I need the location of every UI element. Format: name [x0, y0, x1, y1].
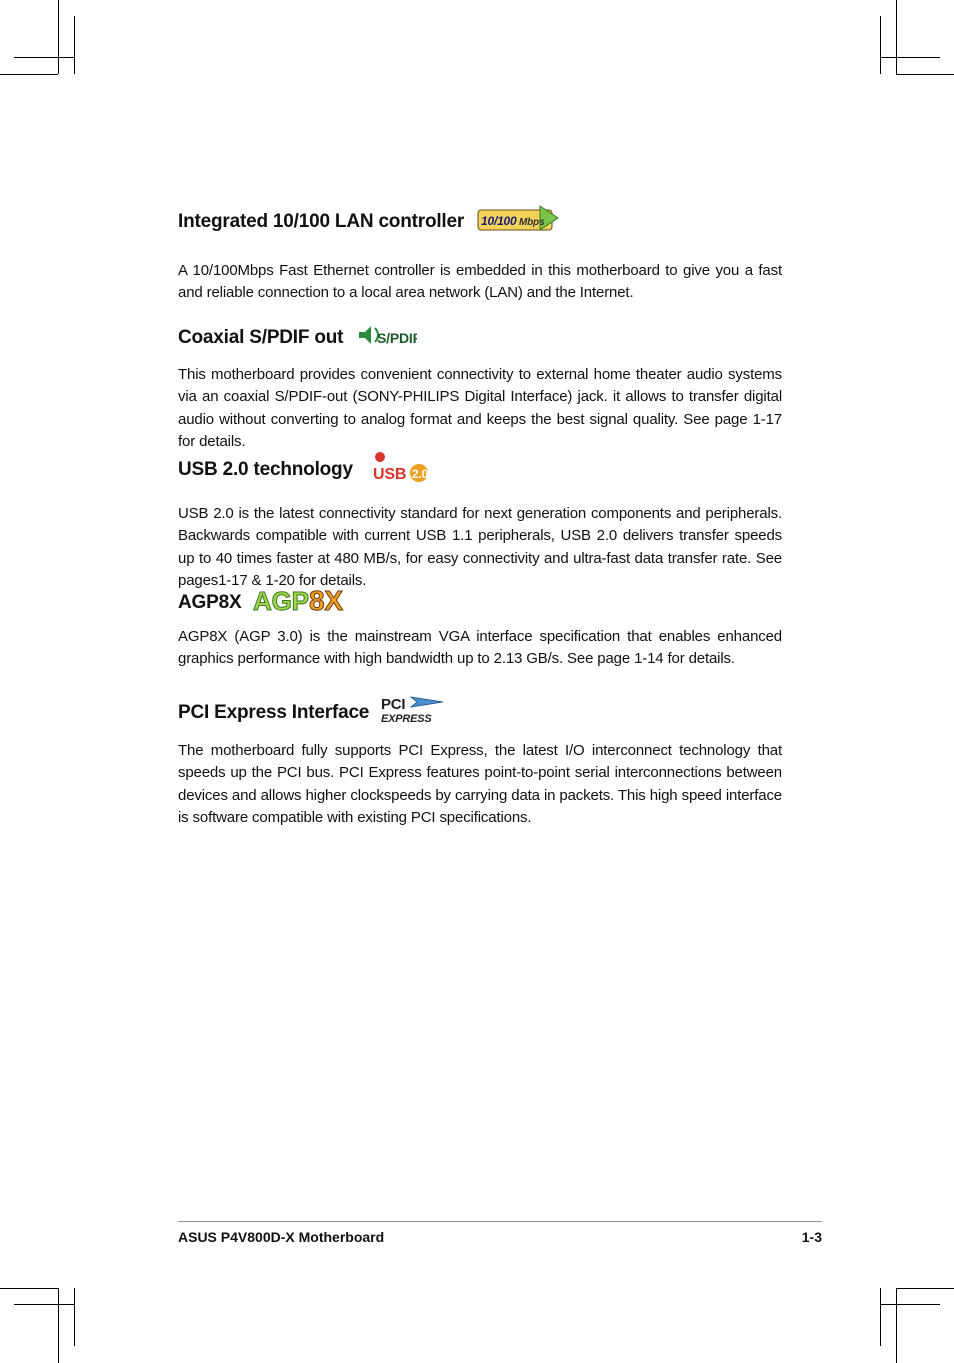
svg-text:USB: USB	[372, 466, 407, 483]
svg-text:10/100: 10/100	[481, 214, 517, 228]
heading-text: Integrated 10/100 LAN controller	[178, 211, 465, 232]
svg-text:PCI: PCI	[381, 696, 406, 713]
section-lan	[178, 204, 782, 305]
crop-mark	[0, 1288, 58, 1289]
crop-mark	[14, 57, 74, 58]
section-heading	[178, 694, 782, 732]
crop-mark	[896, 74, 954, 75]
section-heading	[178, 204, 782, 240]
crop-mark	[880, 1304, 940, 1305]
section-usb	[178, 449, 782, 593]
heading-text: AGP8X	[178, 592, 242, 613]
footer-rule	[178, 1221, 822, 1222]
section-heading	[178, 318, 782, 358]
section-body: This motherboard provides convenient connectivity to external home theater audio systems via an coaxial S/PDIF-out (SONY-PHILIPS Digital Interface) jack. it allows to transfer digital audio without converting to analog format and keeps the best signal quality. See page 1-17 for details.	[178, 366, 782, 451]
crop-mark	[896, 1288, 897, 1363]
svg-text:8X: 8X	[309, 585, 344, 616]
crop-mark	[0, 74, 58, 75]
svg-text:S/PDIF: S/PDIF	[377, 330, 418, 346]
crop-mark	[896, 0, 897, 74]
crop-mark	[880, 1288, 881, 1346]
svg-text:2.0: 2.0	[411, 467, 428, 481]
crop-mark	[880, 16, 881, 74]
section-body: USB 2.0 is the latest connectivity standard for next generation components and peripherals. Backwards compatible with current USB 1.1 peripherals, USB 2.0 delivers transfer speeds up to 40 times faster at 480 MB/s, for easy connectivity and ultra-fast data transfer rate. See pages1-17 & 1-20 for details.	[178, 505, 782, 590]
heading-text: Coaxial S/PDIF out	[178, 327, 344, 348]
section-heading	[178, 584, 782, 622]
crop-mark	[14, 1304, 74, 1305]
crop-mark	[74, 1288, 75, 1346]
usb-2-0-logo	[371, 449, 431, 491]
svg-text:EXPRESS: EXPRESS	[381, 713, 432, 725]
agp8x-logo	[253, 584, 357, 622]
section-body: AGP8X (AGP 3.0) is the mainstream VGA interface specification that enables enhanced graphics performance with high bandwidth up to 2.13 GB/s. See page 1-14 for details.	[178, 628, 782, 668]
pci-express-logo	[381, 694, 453, 732]
section-body: The motherboard fully supports PCI Express, the latest I/O interconnect technology that speeds up the PCI bus. PCI Express features point-to-point serial interconnections between devices and allows higher clockspeeds by carrying data in packets. This high speed interface is software compatible with existing PCI specifications.	[178, 742, 782, 827]
spdif-logo	[355, 318, 417, 358]
heading-text: USB 2.0 technology	[178, 459, 353, 480]
crop-mark	[58, 1288, 59, 1363]
footer-title: ASUS P4V800D-X Motherboard	[178, 1229, 385, 1245]
svg-text:Mbps: Mbps	[519, 217, 545, 228]
lan-10-100-mbps-logo	[476, 204, 560, 240]
section-spdif	[178, 318, 782, 454]
crop-mark	[880, 57, 940, 58]
section-heading	[178, 449, 782, 491]
page-number: 1-3	[801, 1229, 822, 1245]
section-body: A 10/100Mbps Fast Ethernet controller is embedded in this motherboard to give you a fast and reliable connection to a local area network (LAN) and the Internet.	[178, 262, 782, 302]
section-pci-express	[178, 694, 782, 830]
crop-mark	[58, 0, 59, 74]
section-agp8x	[178, 584, 782, 671]
svg-text:AGP: AGP	[253, 586, 310, 616]
crop-mark	[74, 16, 75, 74]
heading-text: PCI Express Interface	[178, 702, 370, 723]
crop-mark	[896, 1288, 954, 1289]
